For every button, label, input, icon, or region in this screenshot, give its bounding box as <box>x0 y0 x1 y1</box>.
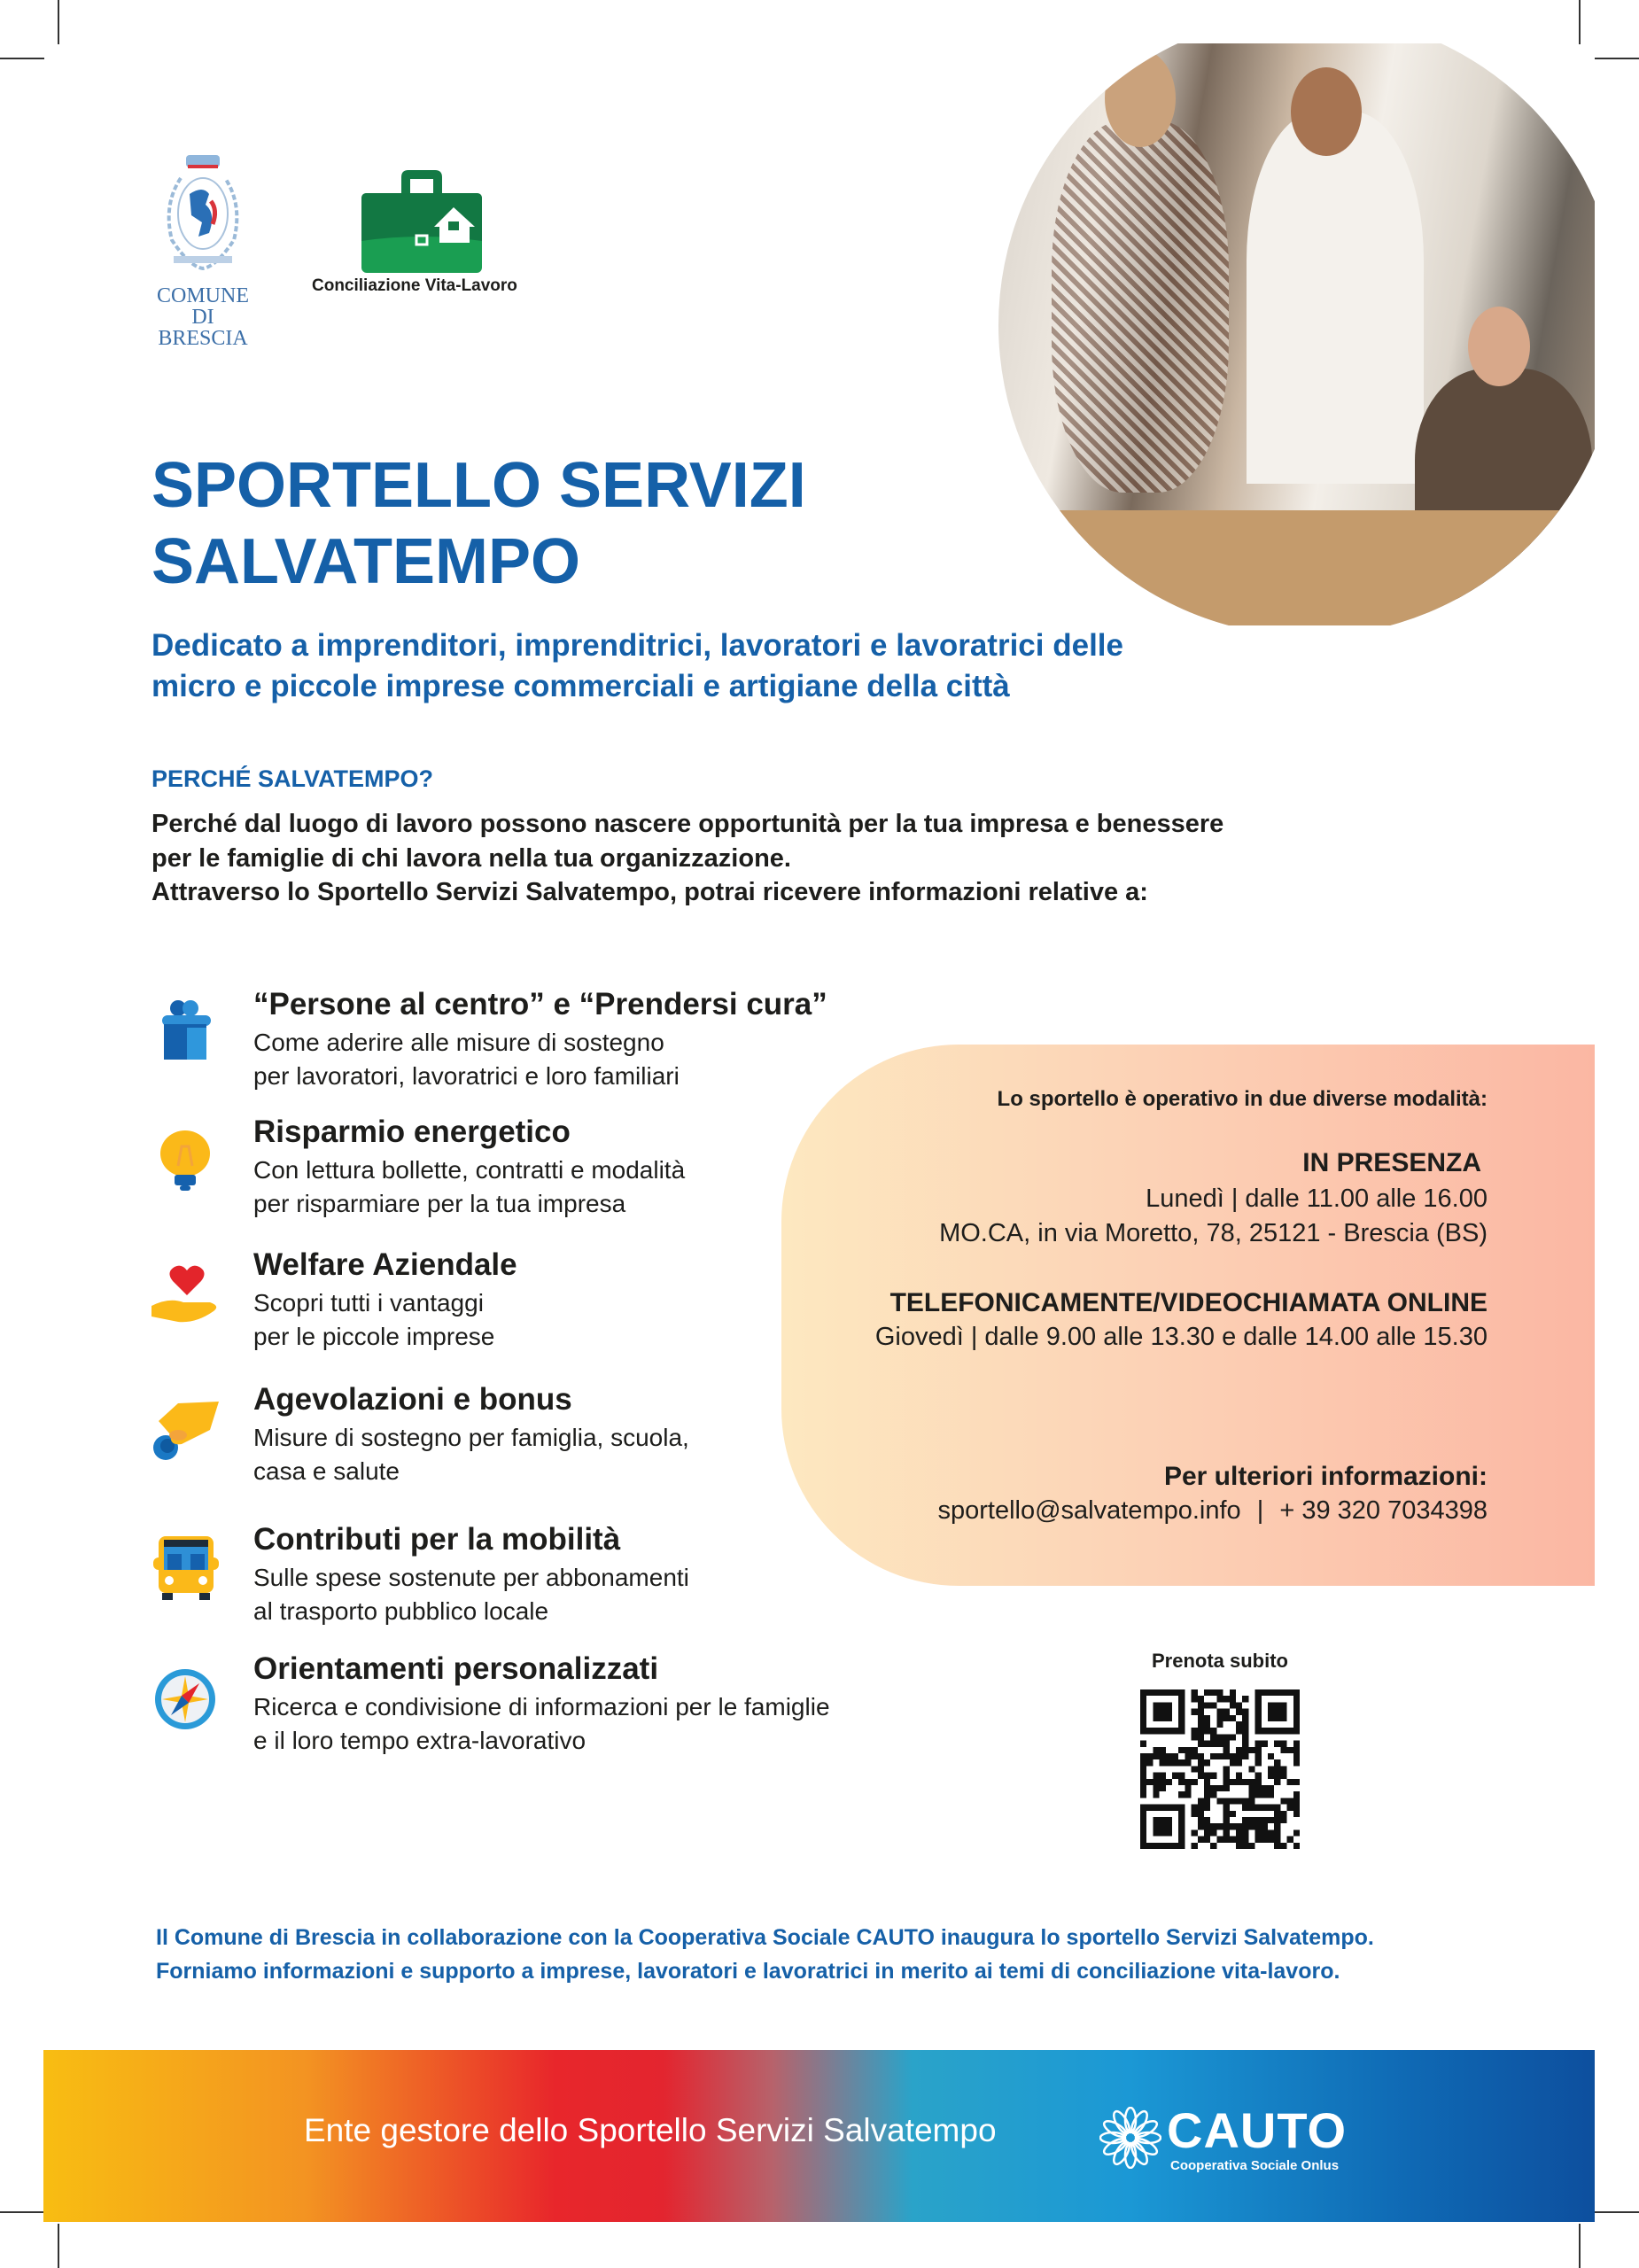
compass-icon <box>151 1664 220 1732</box>
subtitle <box>151 625 1259 707</box>
crop-mark <box>1595 2211 1639 2213</box>
item-desc: Con lettura bollette, contratti e modalità per risparmiare per la tua impresa <box>253 1156 686 1217</box>
online-title: TELEFONICAMENTE/VIDEOCHIAMATA ONLINE <box>889 1288 1488 1317</box>
perche-line: Attraverso lo Sportello Servizi Salvatempo, potrai ricevere informazioni relative a: <box>151 878 1148 906</box>
qr-label: Prenota subito <box>1151 1650 1288 1672</box>
coat-of-arms-icon <box>154 151 252 284</box>
presenza-time: Lunedì | dalle 11.00 alle 16.00 <box>1146 1184 1488 1213</box>
contact-line <box>938 1496 1488 1526</box>
info-box <box>781 1045 1595 1586</box>
crop-mark <box>1595 58 1639 59</box>
item-title: Orientamenti personalizzati <box>253 1651 659 1686</box>
subtitle-line-2: micro e piccole imprese commerciali e artigiane della città <box>151 669 1010 703</box>
team-photo <box>998 43 1595 625</box>
presenza-address: MO.CA, in via Moretto, 78, 25121 - Brescia (BS) <box>939 1219 1488 1247</box>
heart-hand-icon <box>151 1260 220 1328</box>
subtitle-line-1: Dedicato a imprenditori, imprenditrici, lavoratori e lavoratrici delle <box>151 628 1123 663</box>
title-line-1: SPORTELLO SERVIZI <box>151 450 806 521</box>
banner-text: Ente gestore dello Sportello Servizi Salvatempo <box>304 2112 997 2148</box>
bottom-banner <box>43 2050 1595 2222</box>
item-title: Agevolazioni e bonus <box>253 1382 572 1417</box>
item-title: Contributi per la mobilità <box>253 1522 621 1557</box>
perche-text <box>151 807 1303 910</box>
bus-icon <box>151 1534 220 1603</box>
footer-text <box>156 1921 1374 1988</box>
cauto-subtitle: Cooperativa Sociale Onlus <box>1170 2158 1340 2173</box>
briefcase-house-icon <box>361 167 482 273</box>
title-line-2: SALVATEMPO <box>151 526 580 597</box>
presenza-title: IN PRESENZA <box>1302 1148 1481 1177</box>
item-desc: Come aderire alle misure di sostegno per lavoratori, lavoratrici e loro familiari <box>253 1029 680 1090</box>
crop-mark <box>1579 2224 1581 2268</box>
coin-hand-icon <box>151 1394 220 1463</box>
crop-mark <box>0 2211 44 2213</box>
item-desc: Sulle spese sostenute per abbonamenti al trasporto pubblico locale <box>253 1564 689 1625</box>
perche-heading: PERCHÉ SALVATEMPO? <box>151 765 434 792</box>
item-title: Risparmio energetico <box>253 1115 571 1149</box>
perche-line: per le famiglie di chi lavora nella tua organizzazione. <box>151 843 791 873</box>
cauto-name: CAUTO <box>1167 2102 1348 2158</box>
footer-line: Forniamo informazioni e supporto a imprese, lavoratori e lavoratrici in merito ai temi di conciliazione vita-lavoro. <box>156 1959 1340 1984</box>
crop-mark <box>0 58 44 59</box>
cauto-logo <box>1099 2094 1356 2183</box>
phone-link[interactable]: + 39 320 7034398 <box>1279 1496 1488 1525</box>
daisy-icon <box>1099 2107 1161 2169</box>
item-desc: Ricerca e condivisione di informazioni per le famiglie e il loro tempo extra-lavorativo <box>253 1693 830 1754</box>
email-link[interactable]: sportello@salvatempo.info <box>937 1496 1241 1525</box>
info-intro: Lo sportello è operativo in due diverse modalità: <box>997 1087 1488 1111</box>
footer-line: Il Comune di Brescia in collaborazione con la Cooperativa Sociale CAUTO inaugura lo sportello Servizi Salvatempo. <box>156 1925 1374 1950</box>
lightbulb-icon <box>151 1127 220 1195</box>
comune-brescia-logo <box>147 151 259 350</box>
item-desc: Scopri tutti i vantaggi per le piccole imprese <box>253 1289 495 1350</box>
item-desc: Misure di sostegno per famiglia, scuola, casa e salute <box>253 1424 689 1485</box>
online-time: Giovedì | dalle 9.00 alle 13.30 e dalle 14.00 alle 15.30 <box>874 1323 1488 1351</box>
qr-code[interactable] <box>1140 1689 1300 1849</box>
people-care-icon <box>151 999 220 1068</box>
crop-mark <box>58 0 59 44</box>
conciliazione-label: Conciliazione Vita-Lavoro <box>312 276 517 295</box>
separator: | <box>1256 1496 1264 1525</box>
conciliazione-logo <box>361 167 482 273</box>
page-title <box>151 447 806 600</box>
perche-line: Perché dal luogo di lavoro possono nascere opportunità per la tua impresa e benessere <box>151 810 1224 838</box>
crop-mark <box>1579 0 1581 44</box>
item-title: “Persone al centro” e “Prendersi cura” <box>253 987 827 1021</box>
item-title: Welfare Aziendale <box>253 1247 517 1282</box>
comune-brescia-text: COMUNE DI BRESCIA <box>156 284 249 350</box>
crop-mark <box>58 2224 59 2268</box>
contact-title: Per ulteriori informazioni: <box>1163 1462 1488 1491</box>
